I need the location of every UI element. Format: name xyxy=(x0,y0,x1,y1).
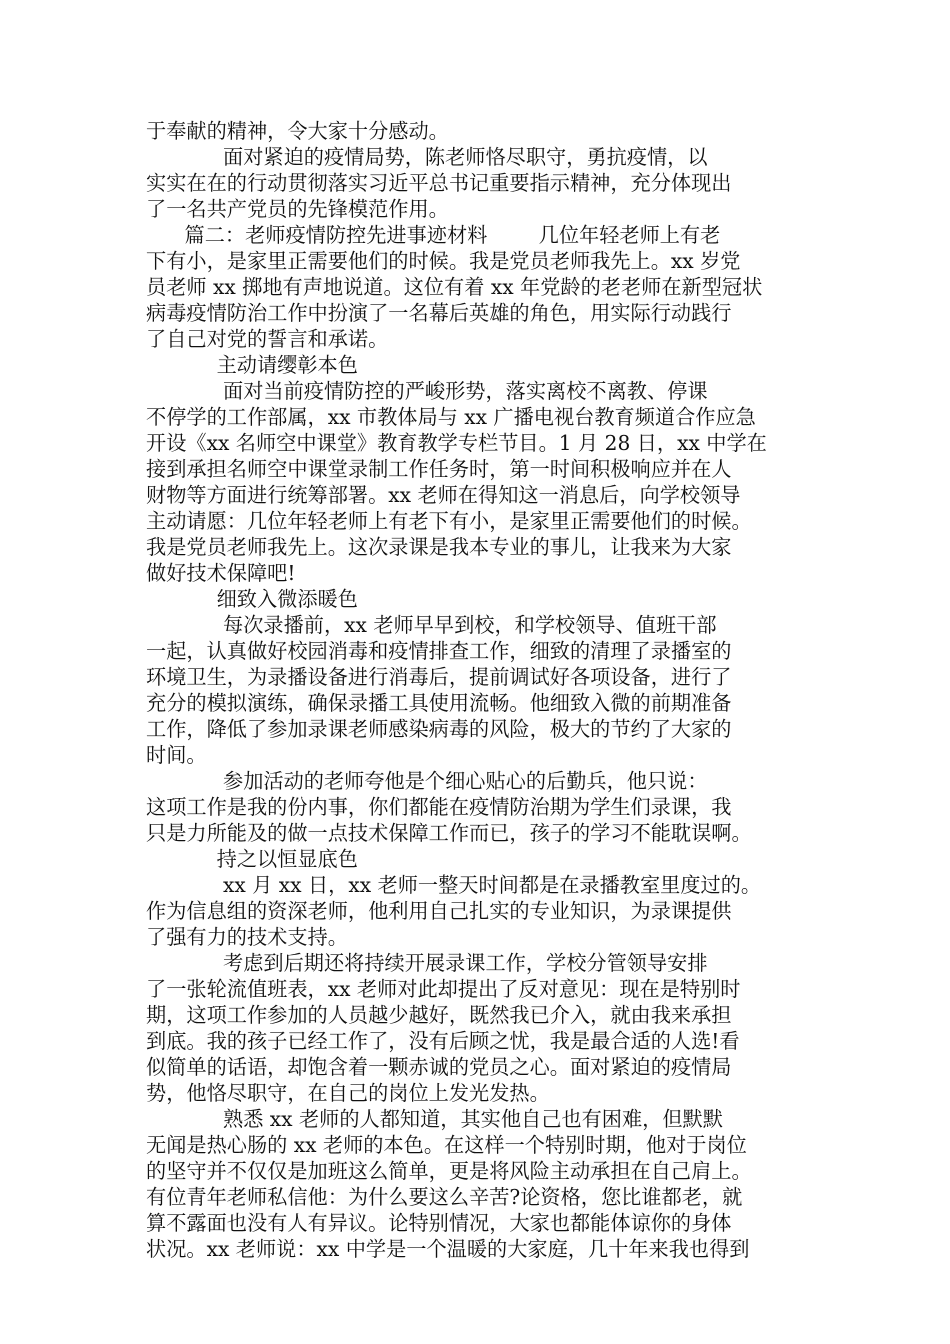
text-line: 下有小，是家里正需要他们的时候。我是党员老师我先上。xx 岁党 xyxy=(146,249,741,273)
text-line: 了一名共产党员的先锋模范作用。 xyxy=(146,197,449,221)
text-line: 一起，认真做好校园消毒和疫情排查工作，细致的清理了录播室的 xyxy=(146,639,732,663)
text-line: 我是党员老师我先上。这次录课是我本专业的事儿，让我来为大家 xyxy=(146,535,732,559)
text-line: 面对当前疫情防控的严峻形势，落实离校不离教、停课 xyxy=(146,379,708,403)
text-line: 熟悉 xx 老师的人都知道，其实他自己也有困难，但默默 xyxy=(146,1107,723,1131)
text-line: 开设《xx 名师空中课堂》教育教学专栏节目。1 月 28 日，xx 中学在 xyxy=(146,431,767,455)
document-body xyxy=(146,118,806,1262)
text-line: 考虑到后期还将持续开展录课工作，学校分管领导安排 xyxy=(146,951,708,975)
text-line: 了一张轮流值班表，xx 老师对此却提出了反对意见：现在是特别时 xyxy=(146,977,741,1001)
text-line: 细致入微添暖色 xyxy=(146,587,358,611)
text-line: 状况。xx 老师说：xx 中学是一个温暖的大家庭，几十年来我也得到 xyxy=(146,1237,750,1261)
text-line: 势，他恪尽职守，在自己的岗位上发光发热。 xyxy=(146,1081,550,1105)
text-line: 有位青年老师私信他：为什么要这么辛苦?论资格，您比谁都老，就 xyxy=(146,1185,743,1209)
text-line: 每次录播前，xx 老师早早到校，和学校领导、值班干部 xyxy=(146,613,717,637)
text-line: 这项工作是我的份内事，你们都能在疫情防治期为学生们录课，我 xyxy=(146,795,732,819)
text-line: 期，这项工作参加的人员越少越好，既然我已介入，就由我来承担 xyxy=(146,1003,732,1027)
text-line: 财物等方面进行统筹部署。xx 老师在得知这一消息后，向学校领导 xyxy=(146,483,741,507)
text-line: 病毒疫情防治工作中扮演了一名幕后英雄的角色，用实际行动践行 xyxy=(146,301,732,325)
text-line: 了自己对党的誓言和承诺。 xyxy=(146,327,389,351)
text-line: 充分的模拟演练，确保录播工具使用流畅。他细致入微的前期准备 xyxy=(146,691,732,715)
text-line: 接到承担名师空中课堂录制工作任务时，第一时间积极响应并在人 xyxy=(146,457,732,481)
text-line: 面对紧迫的疫情局势，陈老师恪尽职守，勇抗疫情，以 xyxy=(146,145,708,169)
text-line: 的坚守并不仅仅是加班这么简单，更是将风险主动承担在自己肩上。 xyxy=(146,1159,752,1183)
text-line: 实实在在的行动贯彻落实习近平总书记重要指示精神，充分体现出 xyxy=(146,171,732,195)
text-line: 无闻是热心肠的 xx 老师的本色。在这样一个特别时期，他对于岗位 xyxy=(146,1133,747,1157)
text-line: 到底。我的孩子已经工作了，没有后顾之忧，我是最合适的人选!看 xyxy=(146,1029,740,1053)
text-line: 算不露面也没有人有异议。论特别情况，大家也都能体谅你的身体 xyxy=(146,1211,732,1235)
text-line: 不停学的工作部属，xx 市教体局与 xx 广播电视台教育频道合作应急 xyxy=(146,405,756,429)
text-line: xx 月 xx 日，xx 老师一整天时间都是在录播教室里度过的。 xyxy=(146,873,762,897)
text-line: 做好技术保障吧! xyxy=(146,561,296,585)
text-line: 于奉献的精神，令大家十分感动。 xyxy=(146,119,449,143)
text-line: 主动请缨彰本色 xyxy=(146,353,358,377)
text-line: 主动请愿：几位年轻老师上有老下有小，是家里正需要他们的时候。 xyxy=(146,509,752,533)
text-line: 员老师 xx 掷地有声地说道。这位有着 xx 年党龄的老老师在新型冠状 xyxy=(146,275,763,299)
text-line: 持之以恒显底色 xyxy=(146,847,358,871)
text-line: 参加活动的老师夸他是个细心贴心的后勤兵，他只说： xyxy=(146,769,708,793)
text-line: 似简单的话语，却饱含着一颗赤诚的党员之心。面对紧迫的疫情局 xyxy=(146,1055,732,1079)
text-line: 篇二：老师疫情防控先进事迹材料 几位年轻老师上有老 xyxy=(146,223,721,247)
text-line: 只是力所能及的做一点技术保障工作而已，孩子的学习不能耽误啊。 xyxy=(146,821,752,845)
text-line: 作为信息组的资深老师，他利用自己扎实的专业知识，为录课提供 xyxy=(146,899,732,923)
text-line: 了强有力的技术支持。 xyxy=(146,925,348,949)
text-line: 工作，降低了参加录课老师感染病毒的风险，极大的节约了大家的 xyxy=(146,717,732,741)
text-line: 环境卫生，为录播设备进行消毒后，提前调试好各项设备，进行了 xyxy=(146,665,732,689)
text-line: 时间。 xyxy=(146,743,207,767)
